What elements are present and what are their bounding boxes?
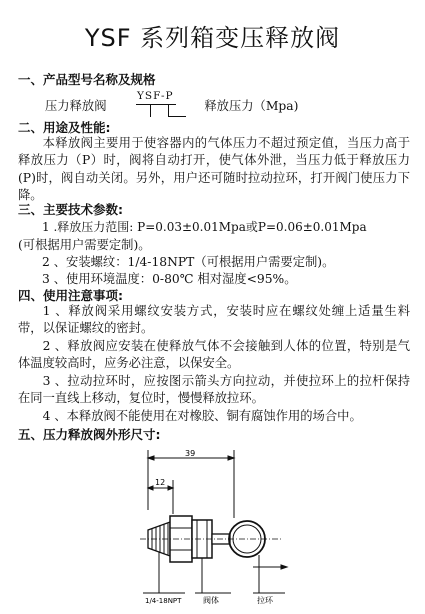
model-bracket-tail: [168, 116, 186, 117]
notice-item-3: 3 、拉动拉环时，应按图示箭头方向拉动，并使拉环上的拉杆保持在同一直线上移动，复位时，慢慢释放拉环。: [18, 374, 410, 406]
dim-thread-label: 12: [155, 478, 166, 487]
thread-label: 1/4-18NPT: [145, 597, 182, 605]
model-underline: [136, 104, 176, 105]
section1-heading: 一、产品型号名称及规格: [18, 72, 156, 87]
param-item-2: 2 、安装螺纹：1/4-18NPT（可根据用户需要定制)。: [42, 255, 335, 269]
dim-total-label: 39: [185, 449, 196, 458]
section2-heading: 二、用途及性能:: [18, 120, 111, 135]
model-row: [45, 96, 298, 114]
model-bracket-left: [150, 104, 151, 117]
notice-item-2: 2 、释放阀应安装在使释放气体不会接触到人体的位置，特别是气体温度较高时，应务必注意，以保安全。: [18, 339, 410, 371]
section5-heading: 五、压力释放阀外形尺寸:: [18, 427, 161, 442]
model-code: YSF-P: [137, 90, 174, 102]
section3-heading: 三、主要技术参数:: [18, 202, 123, 217]
notice-item-4: 4 、本释放阀不能使用在对橡胶、铜有腐蚀作用的场合中。: [42, 409, 362, 423]
valve-outline-drawing: [135, 448, 300, 610]
model-name: 压力释放阀: [45, 99, 107, 113]
section4-heading: 四、使用注意事项:: [18, 288, 123, 303]
param-item-1: 1 .释放压力范围: P=0.03±0.01Mpa或P=0.06±0.01Mpa: [42, 220, 367, 234]
param-item-1-cont: (可根据用户需要定制)。: [18, 238, 151, 252]
param-item-3: 3 、使用环境温度：0-80℃ 相对湿度<95%。: [42, 272, 297, 286]
section2-text: 本释放阀主要用于使容器内的气体压力不超过预定值，当压力高于释放压力（P）时，阀将自动打开，使气体外泄，当压力低于释放压力(P)时，阀自动关闭。另外，用户还可随时拉动拉环，打开阀门使压力下降。: [18, 136, 410, 202]
ring-label: 拉环: [257, 596, 273, 605]
notice-item-1: 1 、释放阀采用螺纹安装方式，安装时应在螺纹处缠上适量生料带，以保证螺纹的密封。: [18, 304, 410, 336]
model-param: 释放压力（Mpa): [204, 99, 299, 113]
page-title: YSF 系列箱变压释放阀: [84, 24, 341, 52]
body-label: 阀体: [203, 596, 219, 605]
